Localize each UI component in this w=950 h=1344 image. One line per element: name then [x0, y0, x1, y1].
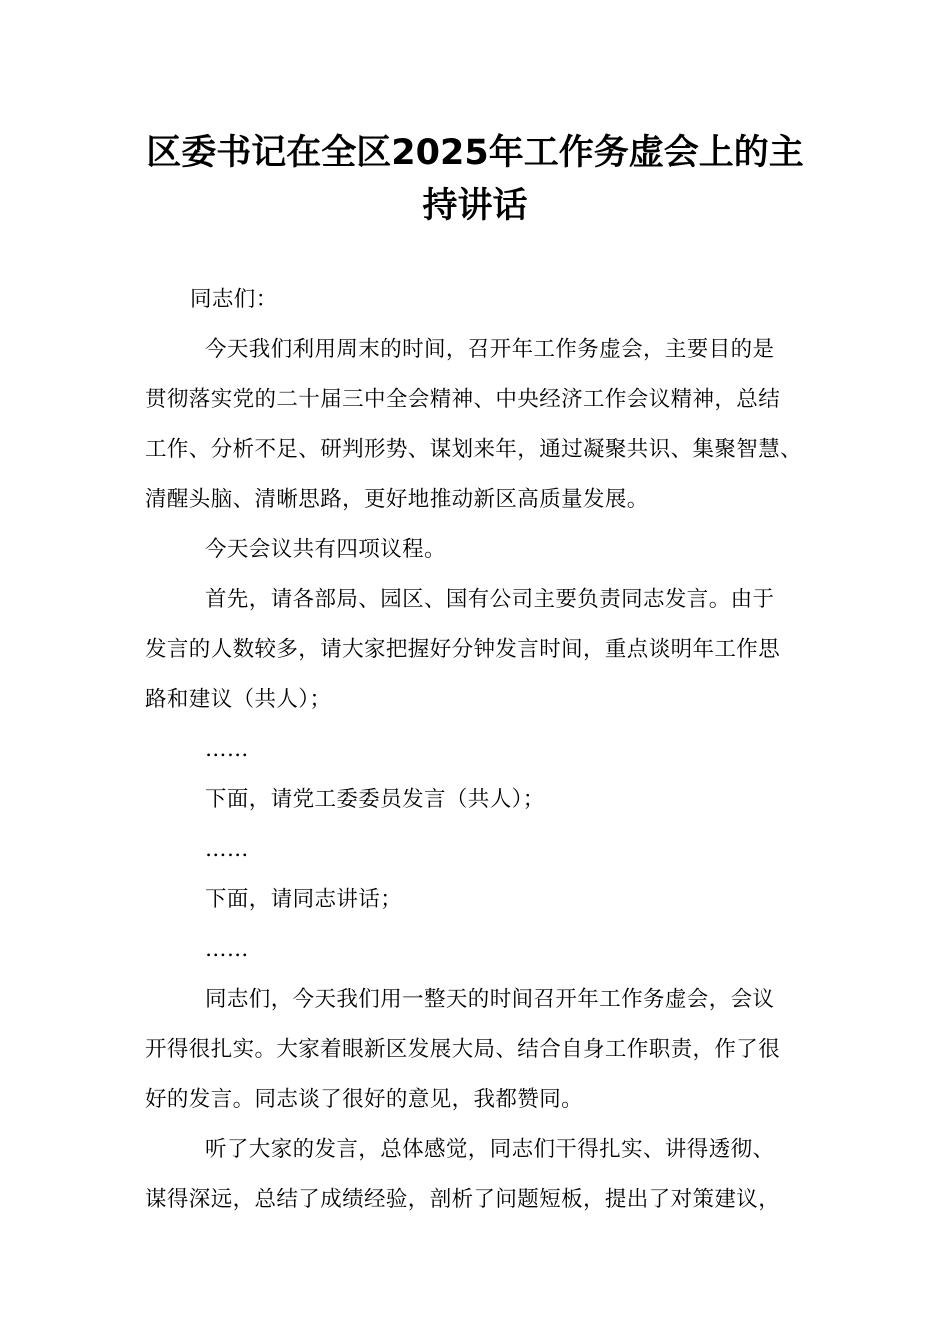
salutation: 同志们： [190, 287, 278, 312]
paragraph-4: 下面，请党工委委员发言（共人）； [205, 787, 545, 812]
paragraph-7-line-1: 听了大家的发言，总体感觉，同志们干得扎实、讲得透彻、 [205, 1137, 775, 1162]
paragraph-6-line-3: 好的发言。同志谈了很好的意见，我都赞同。 [145, 1087, 584, 1112]
document-title-line-2: 持讲话 [422, 186, 528, 226]
paragraph-1-line-2: 贯彻落实党的二十届三中全会精神、中央经济工作会议精神，总结 [145, 387, 781, 412]
paragraph-1-line-3: 工作、分析不足、研判形势、谋划来年，通过凝聚共识、集聚智慧、 [145, 437, 803, 462]
paragraph-7-line-2: 谋得深远，总结了成绩经验，剖析了问题短板，提出了对策建议， [145, 1187, 781, 1212]
ellipsis-2: …… [205, 837, 249, 862]
paragraph-2: 今天会议共有四项议程。 [205, 537, 446, 562]
paragraph-3-line-1: 首先，请各部局、园区、国有公司主要负责同志发言。由于 [205, 587, 775, 612]
paragraph-3-line-3: 路和建议（共人）； [145, 687, 332, 712]
ellipsis-3: …… [205, 937, 249, 962]
paragraph-6-line-1: 同志们，今天我们用一整天的时间召开年工作务虚会，会议 [205, 987, 775, 1012]
paragraph-3-line-2: 发言的人数较多，请大家把握好分钟发言时间，重点谈明年工作思 [145, 637, 781, 662]
paragraph-6-line-2: 开得很扎实。大家着眼新区发展大局、结合自身工作职责，作了很 [145, 1037, 781, 1062]
ellipsis-1: …… [205, 737, 249, 762]
paragraph-5: 下面，请同志讲话； [205, 887, 403, 912]
paragraph-1-line-1: 今天我们利用周末的时间，召开年工作务虚会，主要目的是 [205, 337, 775, 362]
document-title-line-1: 区委书记在全区2025年工作务虚会上的主 [146, 133, 804, 173]
paragraph-1-line-4: 清醒头脑、清晰思路，更好地推动新区高质量发展。 [145, 487, 649, 512]
